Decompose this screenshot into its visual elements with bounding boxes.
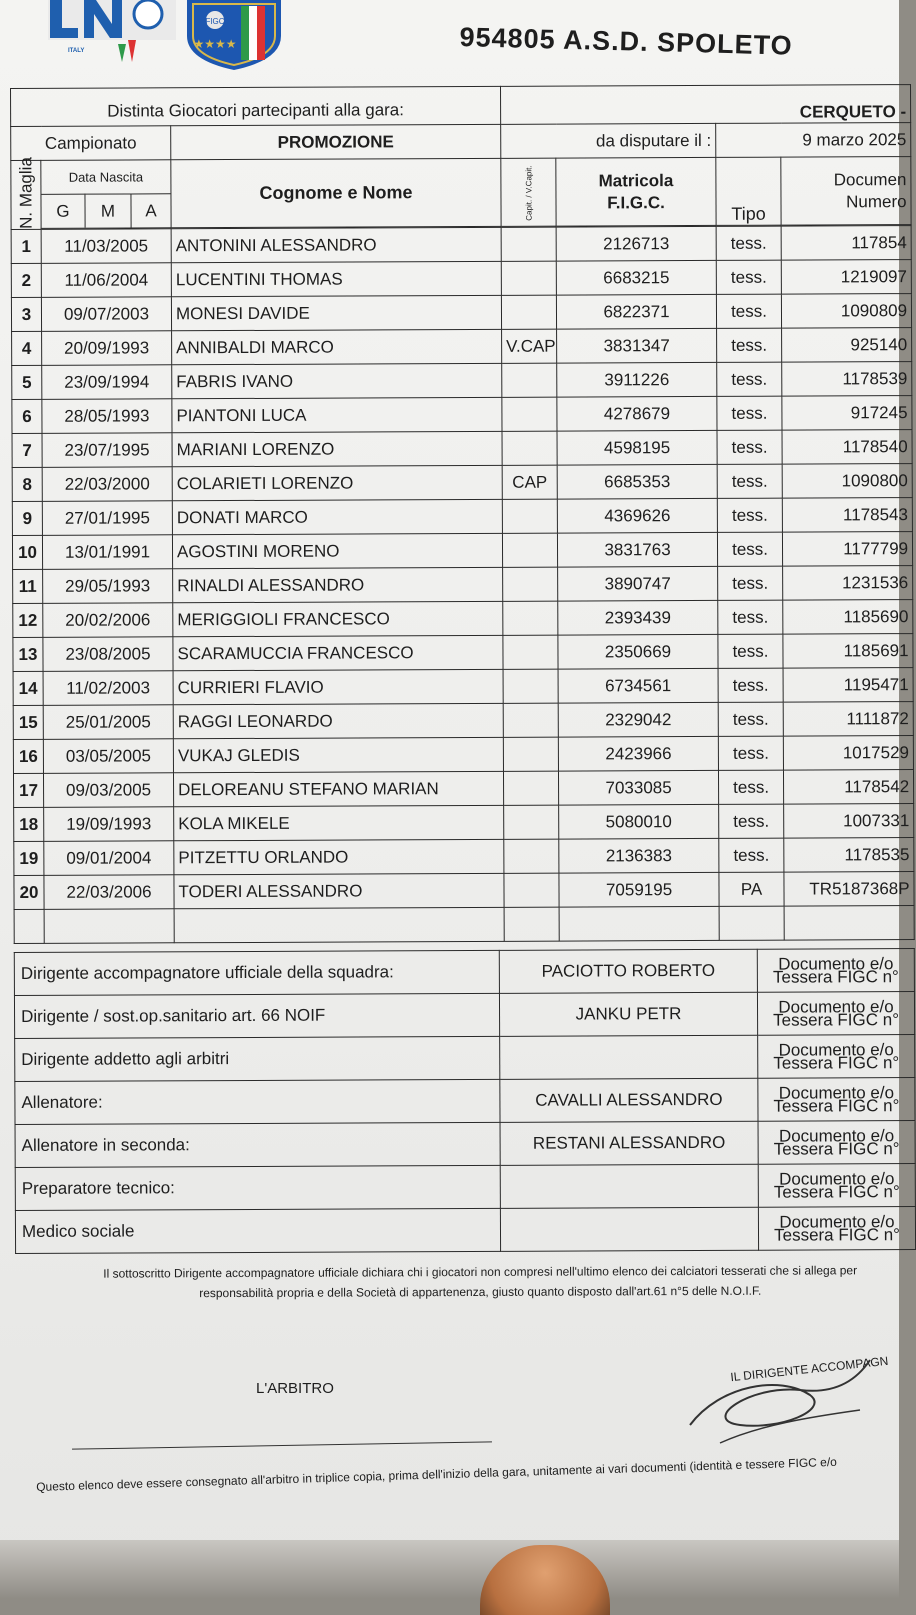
player-row (14, 872, 914, 910)
player-name: TODERI ALESSANDRO (174, 873, 504, 908)
lnd-logo-text: ITALY (68, 48, 85, 54)
player-doc-type: tess. (717, 430, 782, 464)
player-captain (503, 737, 558, 771)
player-name: FABRIS IVANO (172, 363, 502, 398)
player-number: 14 (13, 671, 43, 705)
col-n-maglia: N. Maglia (11, 160, 41, 229)
club-code: 954805 (459, 22, 557, 55)
referee-signature-line (72, 1441, 492, 1449)
staff-row (15, 1121, 915, 1168)
player-dob: 22/03/2000 (42, 467, 172, 502)
player-captain (503, 635, 558, 669)
campionato-row (11, 123, 911, 161)
club-name: A.S.D. SPOLETO (562, 24, 794, 61)
player-doc-type: tess. (718, 668, 783, 702)
player-captain (502, 431, 557, 465)
manager-signature (660, 1355, 890, 1450)
player-number: 20 (14, 875, 44, 909)
da-disputare-label: da disputare il : (501, 123, 716, 158)
player-captain (503, 567, 558, 601)
player-matricola: 5080010 (559, 804, 719, 839)
staff-doc-label: Documento e/o Tessera FIGC n° (758, 1164, 915, 1208)
player-dob: 23/09/1994 (42, 365, 172, 400)
match-name: CERQUETO - (501, 85, 911, 125)
player-matricola: 6685353 (557, 464, 717, 499)
player-row (11, 294, 911, 332)
col-m: M (85, 194, 131, 228)
player-name: ANTONINI ALESSANDRO (171, 227, 501, 262)
player-doc-number: TR5187368P (784, 872, 914, 907)
player-name: PITZETTU ORLANDO (174, 839, 504, 874)
player-matricola: 4369626 (557, 498, 717, 533)
player-number: 6 (12, 399, 42, 433)
staff-doc-label: Documento e/o Tessera FIGC n° (758, 1207, 915, 1251)
staff-table (14, 948, 916, 1254)
player-row (12, 396, 912, 434)
player-doc-number: 917245 (782, 396, 912, 431)
player-captain (504, 805, 559, 839)
staff-name (500, 1207, 758, 1251)
player-doc-type: tess. (718, 736, 783, 770)
player-doc-number: 117854 (781, 226, 911, 261)
col-tipo: Tipo (716, 157, 781, 225)
player-matricola: 3911226 (557, 362, 717, 397)
player-doc-number: 1017529 (783, 736, 913, 771)
player-captain (501, 261, 556, 295)
player-name: ANNIBALDI MARCO (172, 329, 502, 364)
staff-role: Dirigente addetto agli arbitri (15, 1036, 500, 1081)
player-dob: 09/07/2003 (41, 297, 171, 332)
player-row (13, 702, 913, 740)
form-title-row (11, 85, 911, 127)
player-doc-type: tess. (717, 532, 782, 566)
player-name: RAGGI LEONARDO (173, 703, 503, 738)
player-row (13, 634, 913, 672)
player-doc-type: tess. (717, 328, 782, 362)
lnd-logo (48, 0, 176, 62)
player-captain (504, 771, 559, 805)
player-doc-number: 1178543 (782, 498, 912, 533)
col-nome: Cognome e Nome (171, 158, 501, 227)
staff-row (15, 1164, 915, 1211)
player-number: 3 (11, 297, 41, 331)
player-number: 17 (13, 773, 43, 807)
player-name: MARIANI LORENZO (172, 431, 502, 466)
player-name: COLARIETI LORENZO (172, 465, 502, 500)
player-row (12, 328, 912, 366)
player-captain (504, 839, 559, 873)
column-header-row (11, 157, 911, 229)
player-name: RINALDI ALESSANDRO (173, 567, 503, 602)
player-dob: 28/05/1993 (42, 399, 172, 434)
player-doc-number: 1231536 (783, 566, 913, 601)
player-matricola: 6683215 (556, 260, 716, 295)
player-number: 5 (12, 365, 42, 399)
player-matricola: 2350669 (558, 634, 718, 669)
staff-role: Dirigente accompagnatore ufficiale della squadra: (14, 950, 499, 995)
referee-label: L'ARBITRO (256, 1380, 334, 1397)
col-matricola: Matricola (598, 170, 674, 190)
player-row (13, 566, 913, 604)
player-row (13, 770, 913, 808)
data-nascita-header (41, 160, 170, 228)
player-matricola: 7059195 (559, 872, 719, 907)
col-figc: F.I.G.C. (607, 192, 665, 212)
player-matricola: 2329042 (558, 702, 718, 737)
player-doc-type: tess. (716, 294, 781, 328)
staff-doc-label: Documento e/o Tessera FIGC n° (757, 949, 914, 993)
player-matricola: 2423966 (558, 736, 718, 771)
player-name: DELOREANU STEFANO MARIAN (173, 771, 503, 806)
player-matricola: 7033085 (559, 770, 719, 805)
col-data-nascita: Data Nascita (41, 160, 170, 194)
player-doc-type: tess. (718, 600, 783, 634)
staff-role: Preparatore tecnico: (15, 1165, 500, 1210)
staff-rows (14, 949, 915, 1254)
staff-doc-label: Documento e/o Tessera FIGC n° (758, 1078, 915, 1122)
player-name: DONATI MARCO (172, 499, 502, 534)
player-doc-type: tess. (717, 498, 782, 532)
player-captain: CAP (502, 465, 557, 499)
staff-doc-label: Documento e/o Tessera FIGC n° (758, 1035, 915, 1079)
player-number: 16 (13, 739, 43, 773)
declaration-line-1: Il sottoscritto Dirigente accompagnatore ufficiale dichiara chi i giocatori non compresi nell'ultimo elenco dei calciatori tesserati che si allega per (103, 1263, 858, 1281)
form-title: Distinta Giocatori partecipanti alla gara: (11, 86, 501, 126)
player-captain (502, 499, 557, 533)
col-documento: Documen (833, 169, 907, 189)
staff-name: JANKU PETR (499, 992, 757, 1036)
player-row (12, 464, 912, 502)
player-number: 15 (13, 705, 43, 739)
player-number: 9 (12, 501, 42, 535)
figc-logo-text: FIGC (205, 17, 225, 26)
player-doc-type: tess. (716, 226, 781, 260)
col-capit: Capit. / V.Capit. (501, 158, 556, 226)
player-dob: 13/01/1991 (42, 535, 172, 570)
player-matricola: 4278679 (557, 396, 717, 431)
player-dob: 19/09/1993 (44, 807, 174, 842)
player-number: 12 (13, 603, 43, 637)
player-name: AGOSTINI MORENO (172, 533, 502, 568)
figc-logo (183, 0, 285, 70)
player-row (14, 804, 914, 842)
player-row (13, 600, 913, 638)
player-name: MERIGGIOLI FRANCESCO (173, 601, 503, 636)
player-dob: 20/09/1993 (42, 331, 172, 366)
player-number: 18 (14, 807, 44, 841)
player-rows (11, 226, 914, 910)
player-doc-type: tess. (717, 362, 782, 396)
player-name: PIANTONI LUCA (172, 397, 502, 432)
player-matricola: 6734561 (558, 668, 718, 703)
player-dob: 11/02/2003 (43, 671, 173, 706)
player-row (12, 430, 912, 468)
declaration-line-2: responsabilità propria e della Società di appartenenza, giusto quanto disposto dall'art.61 n°5 delle N.O.I.F. (199, 1283, 762, 1301)
player-doc-type: tess. (717, 464, 782, 498)
player-doc-type: tess. (718, 566, 783, 600)
player-captain (502, 363, 557, 397)
staff-row (14, 949, 914, 996)
player-captain (503, 703, 558, 737)
col-numero: Numero (846, 191, 907, 211)
player-doc-number: 925140 (782, 328, 912, 363)
player-matricola: 3831347 (557, 328, 717, 363)
player-number: 19 (14, 841, 44, 875)
player-dob: 27/01/1995 (42, 501, 172, 536)
empty-row (14, 906, 914, 944)
player-matricola: 4598195 (557, 430, 717, 465)
staff-doc-label: Documento e/o Tessera FIGC n° (758, 1121, 915, 1165)
player-number: 8 (12, 467, 42, 501)
player-captain (501, 227, 556, 261)
staff-role: Medico sociale (15, 1208, 500, 1253)
col-matricola-group (556, 157, 716, 226)
player-doc-type: PA (719, 872, 784, 906)
player-doc-number: 1178540 (782, 430, 912, 465)
staff-role: Allenatore: (15, 1079, 500, 1124)
player-name: KOLA MIKELE (174, 805, 504, 840)
player-doc-number: 1090809 (781, 294, 911, 329)
player-dob: 03/05/2005 (43, 739, 173, 774)
player-dob: 29/05/1993 (43, 569, 173, 604)
player-dob: 23/07/1995 (42, 433, 172, 468)
player-row (13, 736, 913, 774)
player-dob: 23/08/2005 (43, 637, 173, 672)
player-doc-type: tess. (718, 634, 783, 668)
player-doc-type: tess. (716, 260, 781, 294)
player-doc-number: 1111872 (783, 702, 913, 737)
sheet-content (10, 84, 915, 1304)
declaration (15, 1250, 915, 1304)
staff-name (500, 1164, 758, 1208)
player-doc-type: tess. (719, 770, 784, 804)
player-dob: 09/01/2004 (44, 841, 174, 876)
player-dob: 11/03/2005 (41, 229, 171, 264)
player-name: VUKAJ GLEDIS (173, 737, 503, 772)
player-dob: 11/06/2004 (41, 263, 171, 298)
player-row (12, 498, 912, 536)
player-row (11, 260, 911, 298)
player-name: CURRIERI FLAVIO (173, 669, 503, 704)
player-captain (503, 601, 558, 635)
player-matricola: 6822371 (556, 294, 716, 329)
player-row (11, 226, 911, 264)
player-captain (504, 873, 559, 907)
player-dob: 20/02/2006 (43, 603, 173, 638)
player-number: 10 (12, 535, 42, 569)
star-icon: ★★★★ (193, 37, 237, 51)
player-number: 13 (13, 637, 43, 671)
staff-role: Dirigente / sost.op.sanitario art. 66 NOIF (14, 993, 499, 1038)
player-number: 11 (13, 569, 43, 603)
player-captain (501, 295, 556, 329)
players-table (10, 84, 915, 944)
player-matricola: 3890747 (558, 566, 718, 601)
staff-doc-label: Documento e/o Tessera FIGC n° (757, 992, 914, 1036)
player-doc-type: tess. (717, 396, 782, 430)
col-a: A (145, 200, 157, 220)
player-doc-type: tess. (719, 838, 784, 872)
player-doc-number: 1178535 (784, 838, 914, 873)
staff-row (14, 992, 914, 1039)
staff-name: CAVALLI ALESSANDRO (500, 1078, 758, 1122)
staff-row (15, 1207, 915, 1254)
player-matricola: 2393439 (558, 600, 718, 635)
player-doc-number: 1185691 (783, 634, 913, 669)
player-row (12, 532, 912, 570)
player-doc-number: 1178542 (784, 770, 914, 805)
player-name: MONESI DAVIDE (171, 295, 501, 330)
player-row (14, 838, 914, 876)
player-doc-number: 1178539 (782, 362, 912, 397)
player-dob: 22/03/2006 (44, 875, 174, 910)
player-name: SCARAMUCCIA FRANCESCO (173, 635, 503, 670)
staff-row (15, 1035, 915, 1082)
staff-name (500, 1035, 758, 1079)
player-row (13, 668, 913, 706)
staff-name: PACIOTTO ROBERTO (499, 949, 757, 993)
player-matricola: 2136383 (559, 838, 719, 873)
player-matricola: 2126713 (556, 226, 716, 261)
player-captain: V.CAP (502, 329, 557, 363)
player-dob: 09/03/2005 (43, 773, 173, 808)
player-captain (502, 533, 557, 567)
player-doc-number: 1185690 (783, 600, 913, 635)
player-number: 2 (11, 263, 41, 297)
player-doc-number: 1195471 (783, 668, 913, 703)
staff-role: Allenatore in seconda: (15, 1122, 500, 1167)
staff-row (15, 1078, 915, 1125)
staff-name: RESTANI ALESSANDRO (500, 1121, 758, 1165)
player-captain (502, 397, 557, 431)
player-number: 4 (12, 331, 42, 365)
player-doc-number: 1090800 (782, 464, 912, 499)
player-doc-number: 1219097 (781, 260, 911, 295)
player-number: 1 (11, 229, 41, 263)
player-number: 7 (12, 433, 42, 467)
player-dob: 25/01/2005 (43, 705, 173, 740)
club-title (459, 22, 793, 62)
player-doc-type: tess. (718, 702, 783, 736)
player-doc-number: 1177799 (782, 532, 912, 567)
match-date: 9 marzo 2025 (716, 123, 911, 158)
campionato-label: Campionato (11, 126, 171, 161)
player-doc-number: 1007331 (784, 804, 914, 839)
player-matricola: 3831763 (557, 532, 717, 567)
player-captain (503, 669, 558, 703)
page-shadow (0, 1540, 899, 1599)
player-doc-type: tess. (719, 804, 784, 838)
col-documento-group (781, 157, 911, 226)
col-g: G (41, 194, 84, 228)
manager-label: IL DIRIGENTE ACCOMPAGN (729, 1353, 890, 1385)
footer-note: Questo elenco deve essere consegnato all'arbitro in triplice copia, prima dell'inizio della gara, unitamente ai vari documenti (identità e tessere FIGC e/o (36, 1454, 838, 1494)
campionato-value: PROMOZIONE (171, 124, 501, 159)
player-row (12, 362, 912, 400)
player-name: LUCENTINI THOMAS (171, 261, 501, 296)
